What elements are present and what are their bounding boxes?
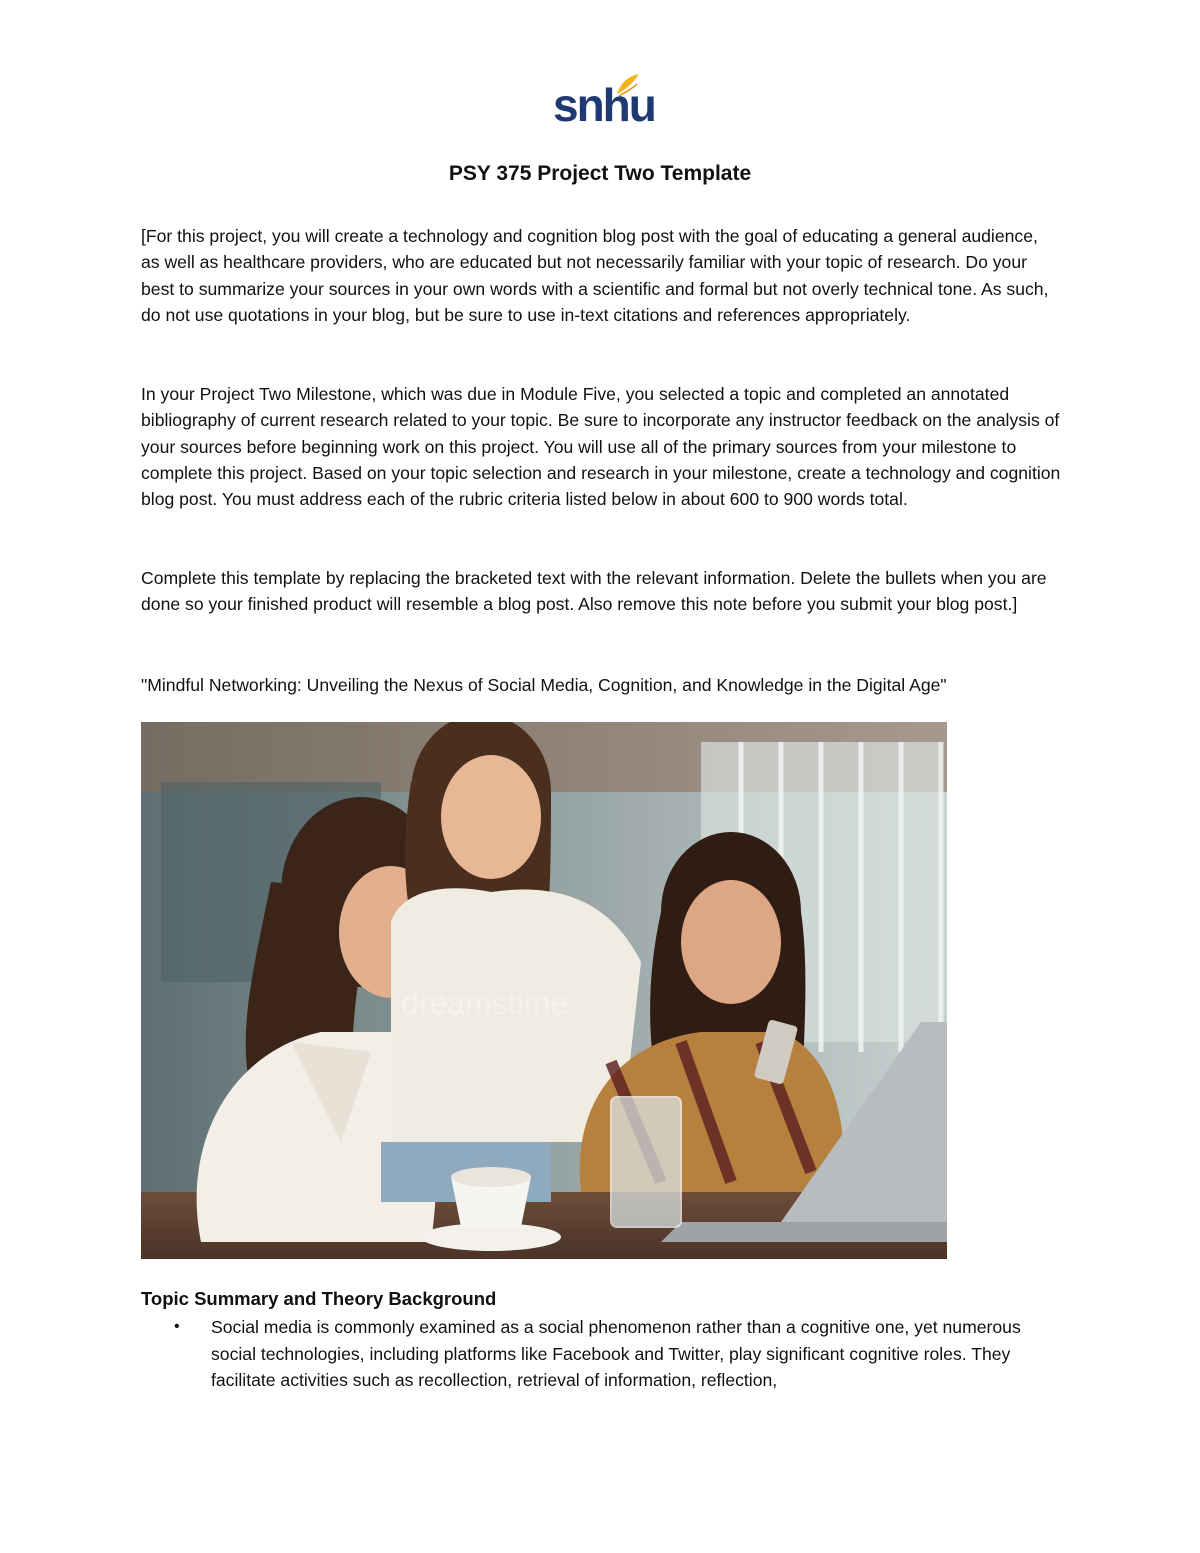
- photo-watermark: dreamstime: [401, 985, 569, 1021]
- instruction-paragraph-3: Complete this template by replacing the bracketed text with the relevant information. Delete the bullets when you are done so your finished product will resemble a blog post. Also remove this note before you submit your blog post.]: [141, 568, 1047, 615]
- instruction-paragraph-1: [For this project, you will create a technology and cognition blog post with the goal of educating a general audience, as well as healthcare providers, who are educated but not necessarily familiar with your topic of research. Do your best to summarize your sources in your own words with a scientific and formal but not overly technical tone. As such, do not use quotations in your blog, but be sure to use in-text citations and references appropriately.: [141, 226, 1049, 325]
- logo-text: snhu: [553, 79, 655, 131]
- section-heading: Topic Summary and Theory Background: [141, 1288, 497, 1309]
- blog-photo: [141, 722, 947, 1259]
- blog-title: "Mindful Networking: Unveiling the Nexus of Social Media, Cognition, and Knowledge in the Digital Age": [141, 675, 947, 695]
- snhu-logo: [553, 72, 655, 134]
- bullet-list: [141, 1314, 1061, 1394]
- list-item: [141, 1314, 1061, 1394]
- photo-illustration: [141, 722, 947, 1259]
- bullet-icon: •: [174, 1318, 180, 1335]
- bullet-text: Social media is commonly examined as a social phenomenon rather than a cognitive one, yet numerous social technologies, including platforms like Facebook and Twitter, play significant cognitive roles. They facilitate activities such as recollection, retrieval of information, reflection,: [211, 1317, 1021, 1390]
- document-title: PSY 375 Project Two Template: [448, 162, 752, 185]
- instruction-paragraph-2: In your Project Two Milestone, which was due in Module Five, you selected a topic and completed an annotated bibliography of current research related to your topic. Be sure to incorporate any instructor feedback on the analysis of your sources before beginning work on this project. You will use all of the primary sources from your milestone to complete this project. Based on your topic selection and research in your milestone, create a technology and cognition blog post. You must address each of the rubric criteria listed below in about 600 to 900 words total.: [141, 384, 1061, 510]
